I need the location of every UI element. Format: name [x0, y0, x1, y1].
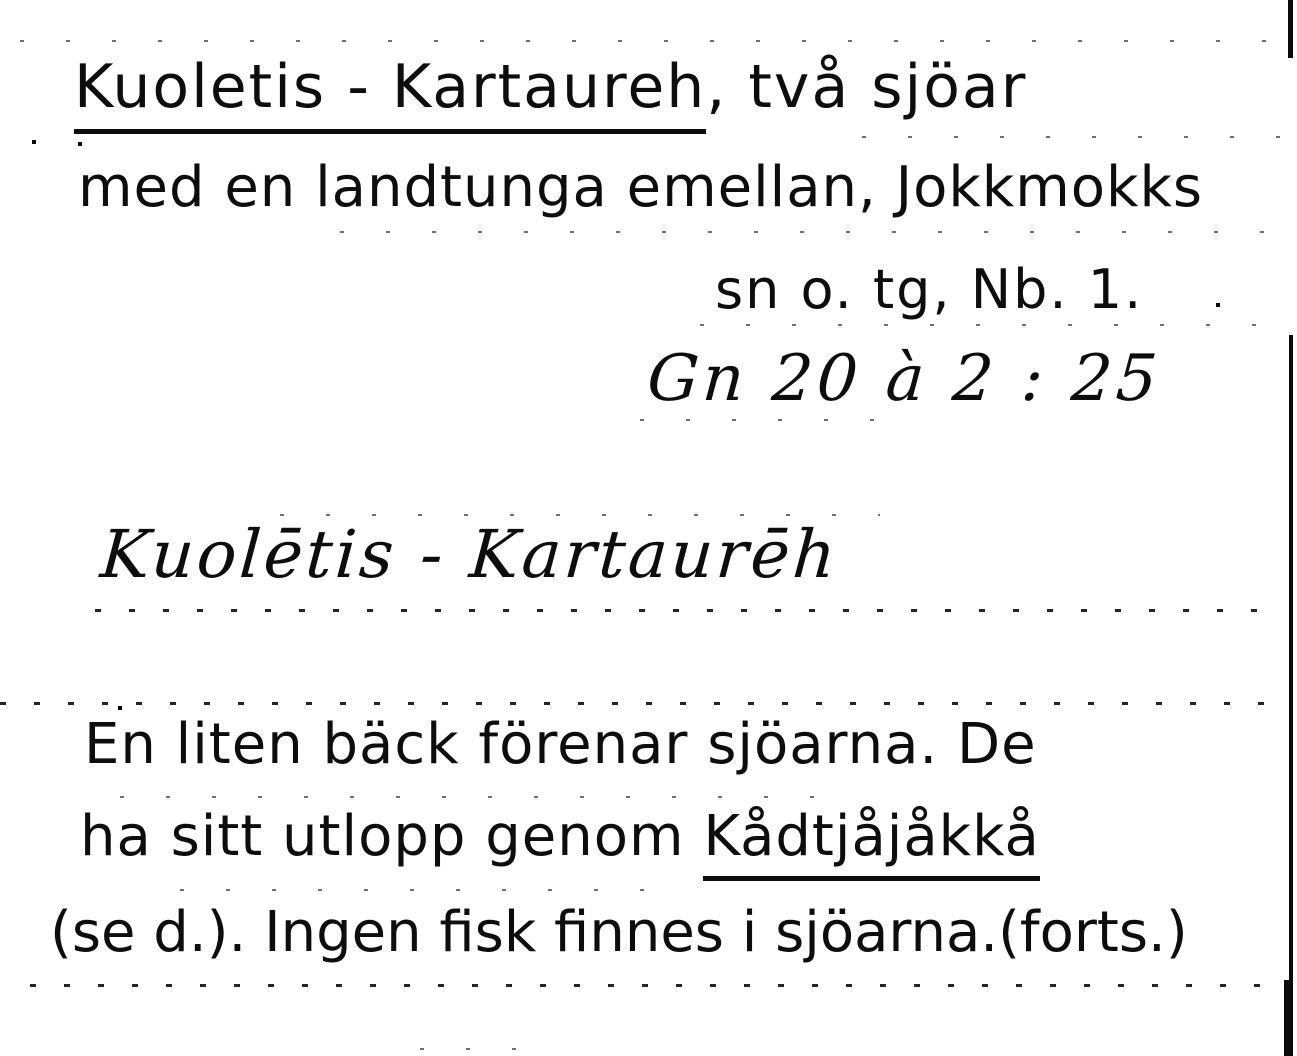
- ruled-line: [180, 889, 680, 891]
- headword: Kuoletis - Kartaureh: [74, 52, 706, 134]
- ruled-line: [120, 796, 820, 798]
- description-line-2: [80, 804, 1040, 869]
- scan-speck: [32, 140, 36, 144]
- scan-speck: [78, 142, 82, 146]
- entry-line-2: med en landtunga emellan, Jokkmokks: [78, 155, 1204, 220]
- scan-edge-artifact: [1284, 980, 1293, 1056]
- stream-name-underlined: Kådtjåjåkkå: [703, 804, 1040, 881]
- ruled-line: [30, 984, 1285, 987]
- scan-edge-artifact: [1289, 335, 1293, 980]
- ruled-line: [420, 1048, 540, 1050]
- description-line-1: En liten bäck förenar sjöarna. De: [84, 712, 1037, 777]
- scan-speck: [118, 706, 122, 710]
- parish-line: sn o. tg, Nb. 1.: [715, 258, 1144, 321]
- scan-speck: [1216, 303, 1220, 307]
- reference-line: Gn 20 à 2 : 25: [645, 342, 1164, 416]
- headline-rest: , två sjöar: [706, 52, 1028, 122]
- name-form-heading: Kuolētis - Kartaurēh: [98, 516, 842, 593]
- ruled-line: [340, 231, 1285, 233]
- entry-headline: [74, 52, 1027, 122]
- ruled-line: [20, 40, 1282, 42]
- ruled-line: [0, 702, 1290, 705]
- scan-edge-artifact: [1288, 0, 1293, 58]
- description-line-2-text: ha sitt utlopp genom: [80, 804, 704, 869]
- description-line-3: (se d.). Ingen fisk finnes i sjöarna.(forts.): [50, 900, 1188, 965]
- ruled-line: [862, 136, 1282, 138]
- ruled-line: [95, 609, 1285, 612]
- ruled-line: [640, 419, 900, 421]
- ruled-line: [700, 324, 1285, 326]
